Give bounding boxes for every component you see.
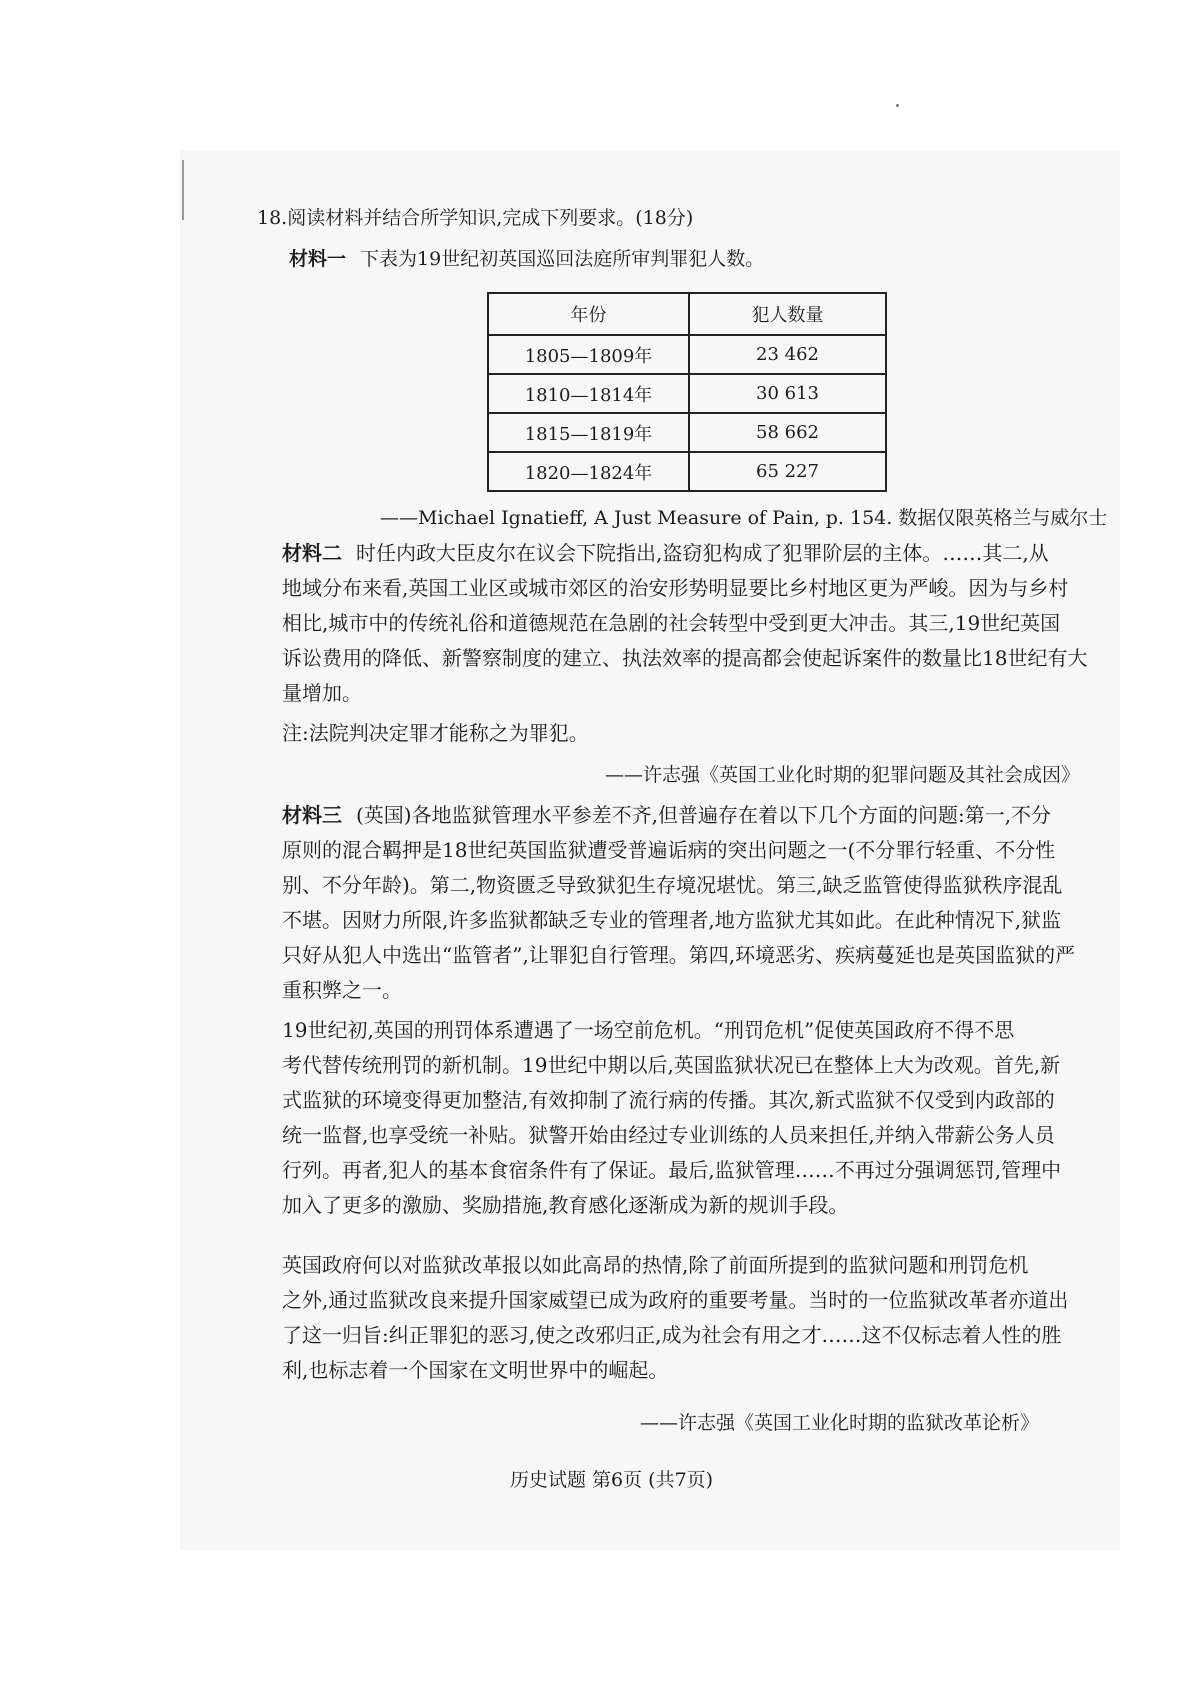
table-cell-count: 30 613	[689, 374, 886, 413]
material3-p3-line-1: 英国政府何以对监狱改革报以如此高昂的热情,除了前面所提到的监狱问题和刑罚危机	[282, 1253, 1029, 1277]
scan-edge-mark	[182, 160, 184, 220]
table-cell-count: 65 227	[689, 452, 886, 491]
material3-p2-line-4: 统一监督,也享受统一补贴。狱警开始由经过专业训练的人员来担任,并纳入带薪公务人员	[282, 1123, 1055, 1147]
material3-p3-line-3: 了这一归旨:纠正罪犯的恶习,使之改邪归正,成为社会有用之才……这不仅标志着人性的胜	[282, 1323, 1062, 1347]
table-cell-year: 1810—1814年	[488, 374, 689, 413]
table-header-count: 犯人数量	[689, 293, 886, 335]
table-row	[488, 335, 886, 374]
material3-p3-line-2: 之外,通过监狱改良来提升国家威望已成为政府的重要考量。当时的一位监狱改革者亦道出	[282, 1288, 1069, 1312]
question-title: 18.阅读材料并结合所学知识,完成下列要求。(18分)	[257, 207, 694, 229]
material3-line-1	[282, 800, 1051, 830]
material2-note: 注:法院判决定罪才能称之为罪犯。	[282, 721, 589, 745]
table-row	[488, 374, 886, 413]
table-row	[488, 452, 886, 491]
table-cell-year: 1820—1824年	[488, 452, 689, 491]
material3-p2-line-5: 行列。再者,犯人的基本食宿条件有了保证。最后,监狱管理……不再过分强调惩罚,管理中	[282, 1158, 1062, 1182]
material2-line-2: 地域分布来看,英国工业区或城市郊区的治安形势明显要比乡村地区更为严峻。因为与乡村	[282, 576, 1069, 600]
material3-line-5: 只好从犯人中选出“监管者”,让罪犯自行管理。第四,环境恶劣、疾病蔓延也是英国监狱的严	[282, 943, 1076, 967]
material3-line-2: 原则的混合羁押是18世纪英国监狱遭受普遍诟病的突出问题之一(不分罪行轻重、不分性	[282, 838, 1056, 862]
material3-p2-line-6: 加入了更多的激励、奖励措施,教育感化逐渐成为新的规训手段。	[282, 1193, 849, 1217]
material2-line-1	[282, 538, 1049, 568]
material2-line-5: 量增加。	[282, 681, 362, 705]
material3-text: (英国)各地监狱管理水平参差不齐,但普遍存在着以下几个方面的问题:第一,不分	[356, 803, 1052, 827]
material3-label: 材料三	[282, 803, 342, 827]
material2-label: 材料二	[282, 541, 342, 565]
table-cell-year: 1815—1819年	[488, 413, 689, 452]
material1-label: 材料一	[289, 248, 347, 270]
table-row	[488, 413, 886, 452]
material3-p2-line-1: 19世纪初,英国的刑罚体系遭遇了一场空前危机。“刑罚危机”促使英国政府不得不思	[282, 1018, 1015, 1042]
material3-line-6: 重积弊之一。	[282, 978, 402, 1002]
material2-text: 时任内政大臣皮尔在议会下院指出,盗窃犯构成了犯罪阶层的主体。……其二,从	[356, 541, 1049, 565]
material3-p2-line-3: 式监狱的环境变得更加整洁,有效抑制了流行病的传播。其次,新式监狱不仅受到内政部的	[282, 1088, 1055, 1112]
table-cell-count: 58 662	[689, 413, 886, 452]
material3-p3-line-4: 利,也标志着一个国家在文明世界中的崛起。	[282, 1358, 669, 1382]
page-footer: 历史试题 第6页 (共7页)	[510, 1469, 714, 1491]
material3-line-3: 别、不分年龄)。第二,物资匮乏导致狱犯生存境况堪忧。第三,缺乏监管使得监狱秩序混乱	[282, 873, 1063, 897]
table-cell-count: 23 462	[689, 335, 886, 374]
material1-intro	[289, 244, 764, 274]
material3-line-4: 不堪。因财力所限,许多监狱都缺乏专业的管理者,地方监狱尤其如此。在此种情况下,狱监	[282, 908, 1062, 932]
table-header-year: 年份	[488, 293, 689, 335]
material2-line-3: 相比,城市中的传统礼俗和道德规范在急剧的社会转型中受到更大冲击。其三,19世纪英国	[282, 611, 1061, 635]
material2-source: ——许志强《英国工业化时期的犯罪问题及其社会成因》	[605, 764, 1081, 786]
material3-p2-line-2: 考代替传统刑罚的新机制。19世纪中期以后,英国监狱状况已在整体上大为改观。首先,新	[282, 1053, 1061, 1077]
table-header-row	[488, 293, 886, 335]
material3-source: ——许志强《英国工业化时期的监狱改革论析》	[640, 1412, 1040, 1434]
table-cell-year: 1805—1809年	[488, 335, 689, 374]
scan-dot	[896, 104, 899, 107]
material2-line-4: 诉讼费用的降低、新警察制度的建立、执法效率的提高都会使起诉案件的数量比18世纪有大	[282, 646, 1088, 670]
material1-intro-text: 下表为19世纪初英国巡回法庭所审判罪犯人数。	[360, 248, 765, 270]
offender-table	[487, 292, 887, 492]
material1-source: ——Michael Ignatieff, A Just Measure of Pain, p. 154. 数据仅限英格兰与威尔士	[380, 507, 1108, 529]
